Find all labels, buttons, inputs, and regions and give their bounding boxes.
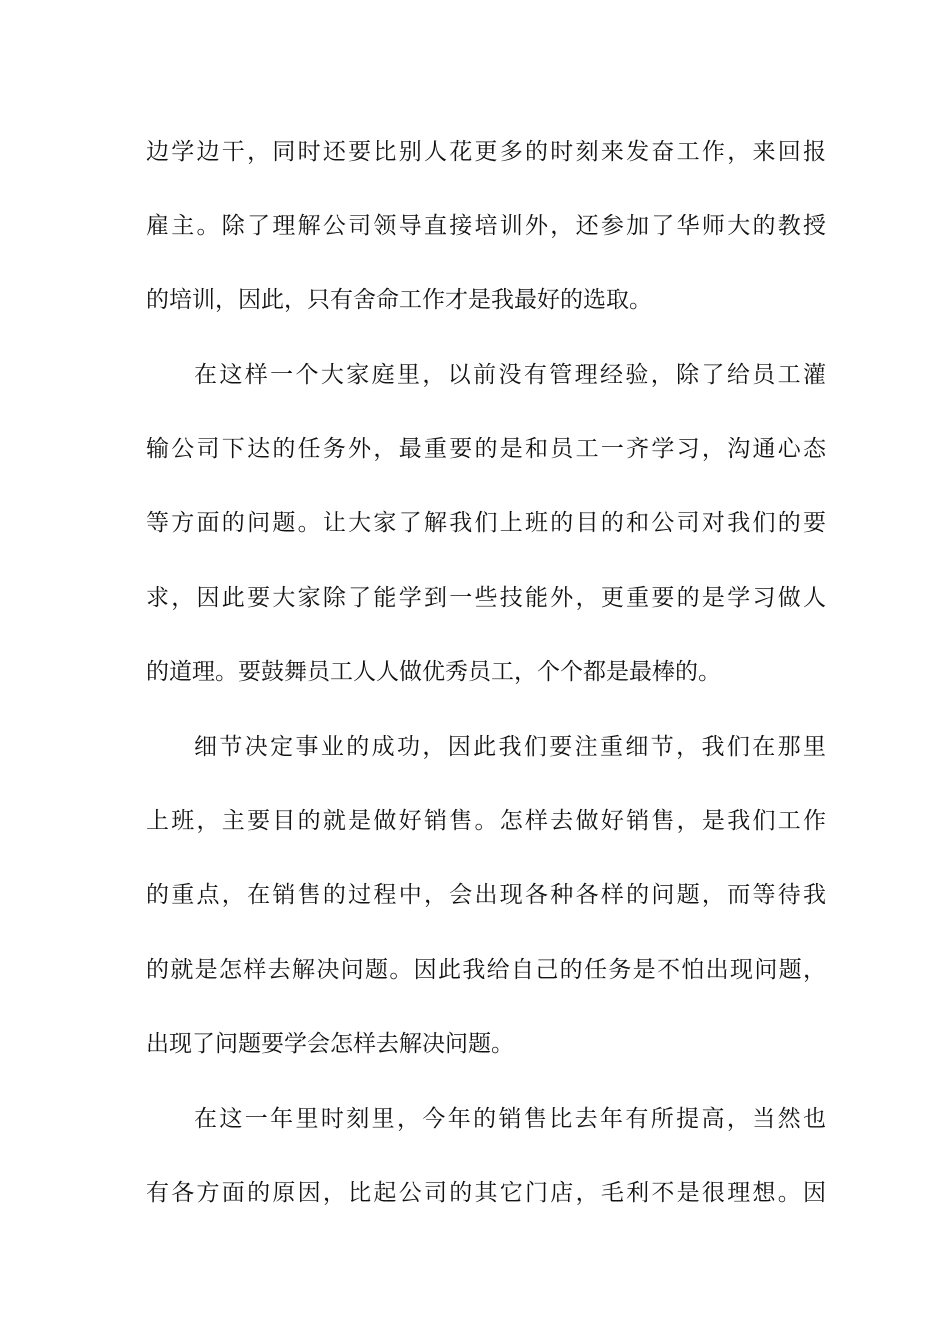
text-line: 在这样一个大家庭里，以前没有管理经验，除了给员工灌 — [194, 362, 826, 388]
text-line: 上班，主要目的就是做好销售。怎样去做好销售，是我们工作 — [146, 808, 826, 834]
text-line: 雇主。除了理解公司领导直接培训外，还参加了华师大的教授 — [146, 213, 826, 239]
text-line: 等方面的问题。让大家了解我们上班的目的和公司对我们的要 — [146, 510, 826, 536]
text-line: 在这一年里时刻里，今年的销售比去年有所提高，当然也 — [194, 1106, 826, 1132]
text-line: 的道理。要鼓舞员工人人做优秀员工，个个都是最棒的。 — [146, 659, 721, 685]
text-line: 的就是怎样去解决问题。因此我给自己的任务是不怕出现问题， — [146, 957, 826, 983]
text-line: 边学边干，同时还要比别人花更多的时刻来发奋工作，来回报 — [146, 139, 826, 165]
text-line: 细节决定事业的成功，因此我们要注重细节，我们在那里 — [194, 734, 826, 760]
text-line: 的培训，因此，只有舍命工作才是我最好的选取。 — [146, 287, 652, 313]
text-line: 出现了问题要学会怎样去解决问题。 — [146, 1031, 514, 1057]
text-line: 求，因此要大家除了能学到一些技能外，更重要的是学习做人 — [146, 585, 826, 611]
text-line: 输公司下达的任务外，最重要的是和员工一齐学习，沟通心态 — [146, 436, 826, 462]
text-line: 有各方面的原因，比起公司的其它门店，毛利不是很理想。因 — [146, 1180, 826, 1206]
text-line: 的重点，在销售的过程中，会出现各种各样的问题，而等待我 — [146, 882, 826, 908]
